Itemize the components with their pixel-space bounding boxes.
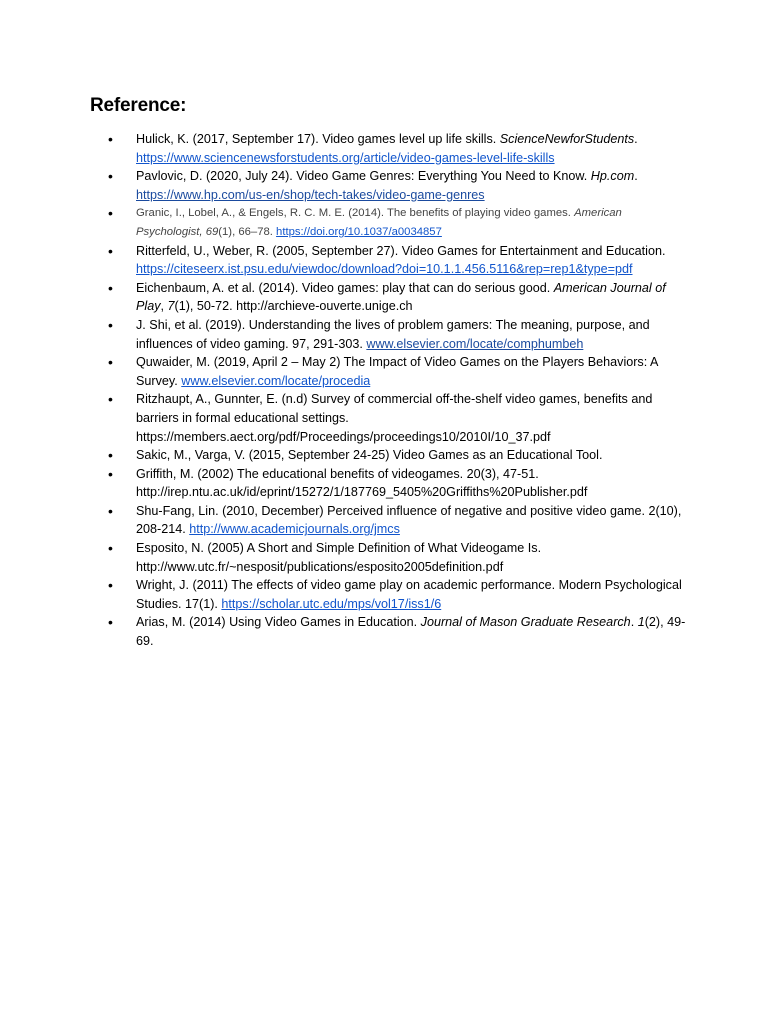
reference-item [90, 316, 690, 353]
reference-link[interactable]: https://doi.org/10.1037/a0034857 [276, 225, 442, 238]
bullet-icon: • [108, 168, 113, 185]
bullet-icon: • [108, 465, 113, 482]
reference-item [90, 576, 690, 613]
reference-item [90, 465, 690, 502]
bullet-icon: • [108, 205, 113, 222]
reference-text: Arias, M. (2014) Using Video Games in Education. [136, 615, 421, 630]
reference-link[interactable]: https://citeseerx.ist.psu.edu/viewdoc/download?doi=10.1.1.456.5116&rep=rep1&type=pdf [136, 262, 633, 277]
bullet-icon: • [108, 540, 113, 557]
bullet-icon: • [108, 447, 113, 464]
reference-text: Shu-Fang, Lin. (2010, December) Perceived influence of negative and positive video game. 2(10), 208-214. [136, 503, 682, 537]
bullet-icon: • [108, 316, 113, 333]
reference-item [90, 353, 690, 390]
reference-link[interactable]: https://www.hp.com/us-en/shop/tech-takes/video-game-genres [136, 187, 485, 202]
reference-item [90, 390, 690, 446]
bullet-icon: • [108, 279, 113, 296]
reference-link[interactable]: https://www.sciencenewsforstudents.org/article/video-games-level-life-skills [136, 150, 555, 165]
reference-item [90, 613, 690, 650]
reference-text: Hulick, K. (2017, September 17). Video games level up life skills. [136, 132, 500, 146]
bullet-icon: • [108, 131, 113, 147]
reference-item [90, 539, 690, 576]
reference-item [90, 130, 690, 167]
bullet-icon: • [108, 614, 113, 631]
bullet-icon: • [108, 391, 113, 408]
reference-text: Eichenbaum, A. et al. (2014). Video games: play that can do serious good. [136, 280, 554, 295]
reference-text: Granic, I., Lobel, A., & Engels, R. C. M. E. (2014). The benefits of playing video games. [136, 207, 575, 220]
reference-text: J. Shi, et al. (2019). Understanding the lives of problem gamers: The meaning, purpose, and influences of video gaming. 97, 291-303. [136, 317, 650, 351]
reference-volume: 7 [167, 299, 175, 314]
reference-item [90, 242, 690, 279]
reference-link[interactable]: www.elsevier.com/locate/comphumbeh [366, 336, 584, 351]
bullet-icon: • [108, 577, 113, 594]
reference-text: Esposito, N. (2005) A Short and Simple Definition of What Videogame Is. http://www.utc.fr/~nesposit/publications/esposito2005definition.pdf [136, 541, 542, 574]
reference-text: Ritzhaupt, A., Gunnter, E. (n.d) Survey of commercial off-the-shelf video games, benefits and barriers in formal educational settings. https://members.aect.org/pdf/Proceedings/proceedings10/2010I/10_37.pdf [136, 392, 653, 444]
reference-text: Pavlovic, D. (2020, July 24). Video Game Genres: Everything You Need to Know. [136, 169, 591, 184]
reference-item [90, 167, 690, 204]
reference-item [90, 446, 690, 465]
reference-text: . [630, 615, 638, 630]
reference-text: Quwaider, M. (2019, April 2 – May 2) The Impact of Video Games on the Players Behaviors: A Survey. [136, 355, 658, 388]
reference-list [90, 130, 690, 651]
reference-item [90, 502, 690, 539]
reference-link[interactable]: http://www.academicjournals.org/jmcs [189, 522, 400, 537]
reference-text: . [634, 132, 638, 146]
reference-text: Ritterfeld, U., Weber, R. (2005, September 27). Video Games for Entertainment and Education. [136, 243, 666, 258]
reference-item [90, 279, 690, 316]
bullet-icon: • [108, 354, 113, 371]
reference-text: Wright, J. (2011) The effects of video game play on academic performance. Modern Psychological Studies. 17(1). [136, 578, 682, 611]
reference-item [90, 204, 690, 241]
reference-source: American Psychologist, 69 [136, 207, 622, 238]
reference-volume: 1 [637, 615, 645, 630]
reference-text: . [634, 169, 638, 184]
reference-source: Journal of Mason Graduate Research [420, 615, 631, 630]
reference-link[interactable]: www.elsevier.com/locate/procedia [181, 373, 371, 388]
reference-text: (1), 50-72. http://archieve-ouverte.unige.ch [174, 299, 413, 314]
reference-text: Griffith, M. (2002) The educational benefits of videogames. 20(3), 47-51. http://irep.ntu.ac.uk/id/eprint/15272/1/187769_5405%20Griffiths%20Publisher.pdf [136, 466, 588, 500]
reference-heading: Reference: [90, 95, 187, 116]
reference-text: (1), 66–78. [218, 225, 277, 238]
reference-text: Sakic, M., Varga, V. (2015, September 24-25) Video Games as an Educational Tool. [136, 448, 603, 463]
reference-source: ScienceNewforStudents [499, 132, 635, 146]
reference-source: American Journal of Play [136, 280, 666, 314]
reference-link[interactable]: https://scholar.utc.edu/mps/vol17/iss1/6 [221, 596, 442, 611]
bullet-icon: • [108, 242, 113, 259]
bullet-icon: • [108, 502, 113, 519]
reference-text: , [160, 299, 168, 314]
reference-source: Hp.com [590, 169, 635, 184]
reference-text: (2), 49-69. [136, 615, 686, 649]
